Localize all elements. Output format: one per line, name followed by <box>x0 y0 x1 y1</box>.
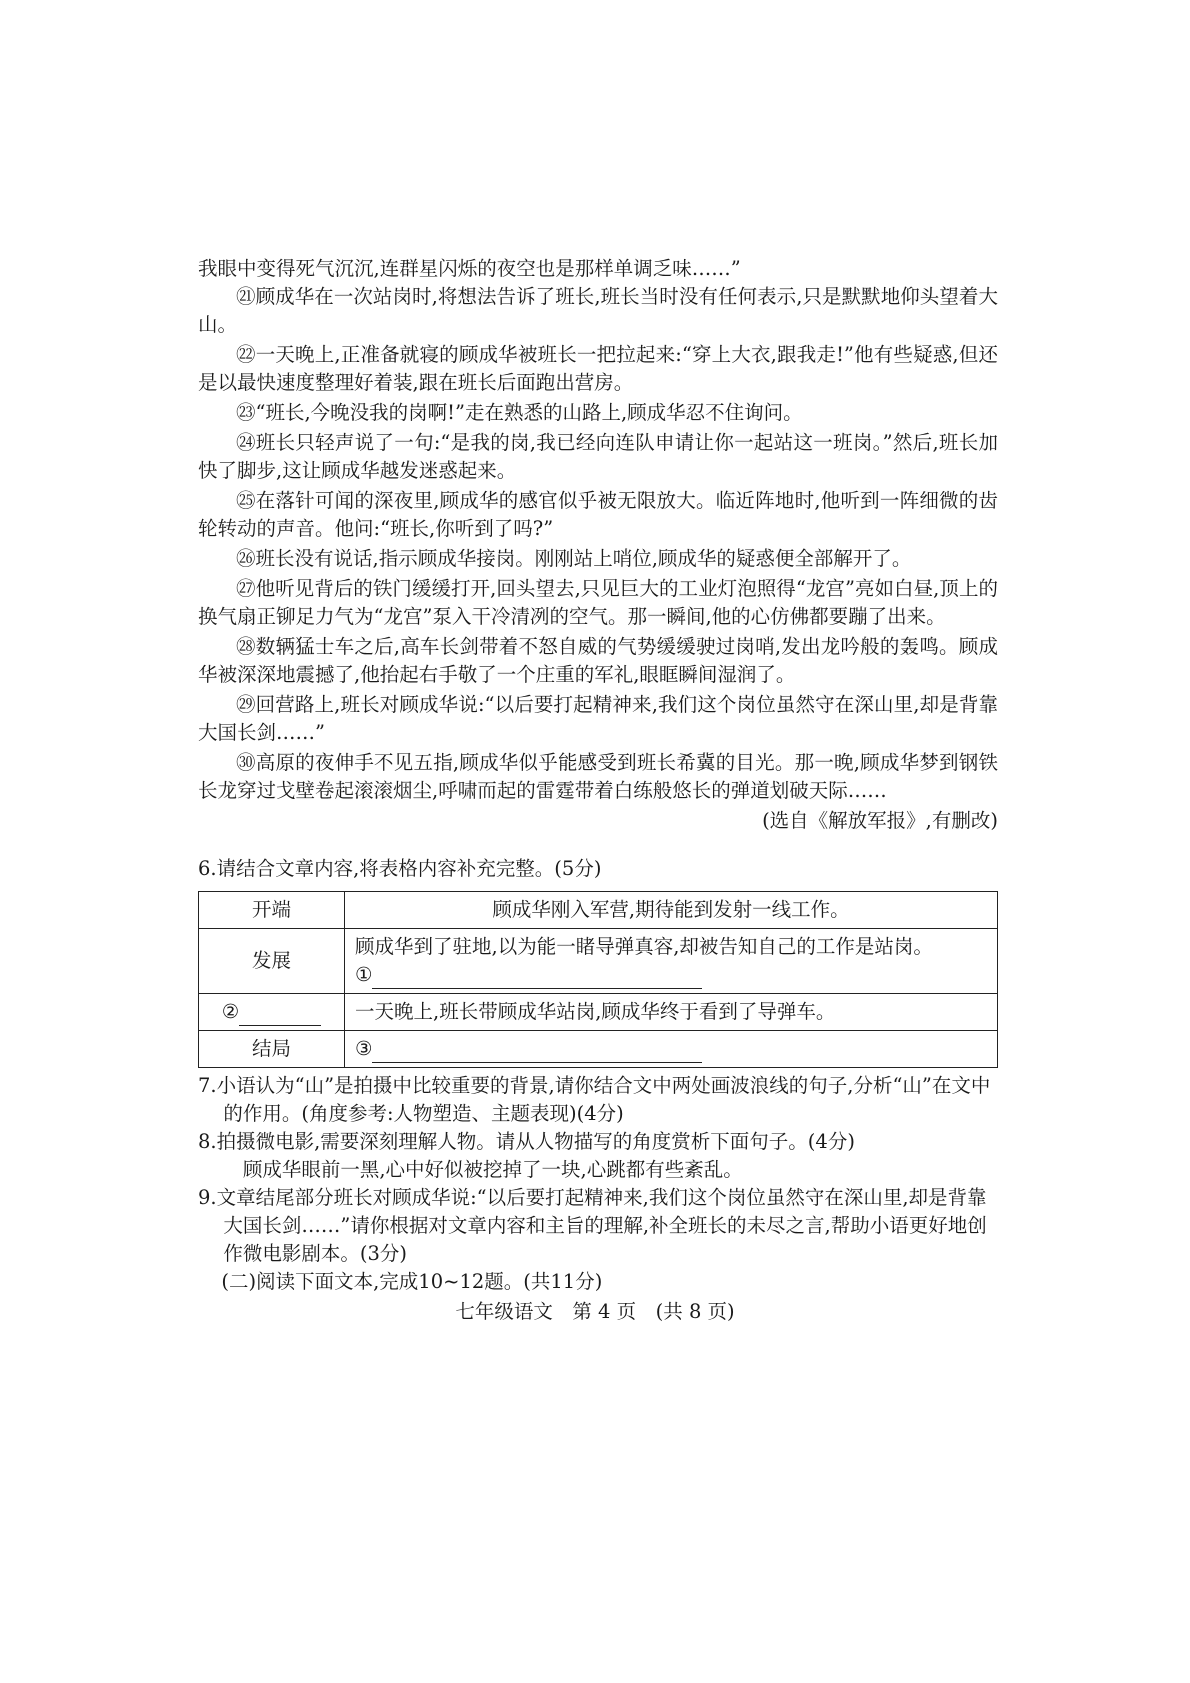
table-row <box>199 928 998 993</box>
passage-paragraph: ㉚高原的夜伸手不见五指,顾成华似乎能感受到班长希冀的目光。那一晚,顾成华梦到钢铁长龙穿过戈壁卷起滚滚烟尘,呼啸而起的雷霆带着白练般悠长的弹道划破天际…… <box>198 751 998 802</box>
plot-summary-table <box>198 891 998 1068</box>
passage-source: (选自《解放军报》,有删改) <box>762 809 998 832</box>
table-cell-content: 一天晚上,班长带顾成华站岗,顾成华终于看到了导弹车。 <box>345 993 998 1030</box>
section-2-heading: (二)阅读下面文本,完成10~12题。(共11分) <box>221 1269 603 1293</box>
passage-paragraph: ㉘数辆猛士车之后,高车长剑带着不怒自威的气势缓缓驶过岗哨,发出龙吟般的轰鸣。顾成华被深深地震撼了,他抬起右手敬了一个庄重的军礼,眼眶瞬间湿润了。 <box>198 635 998 686</box>
passage-paragraph: ㉖班长没有说话,指示顾成华接岗。刚刚站上哨位,顾成华的疑惑便全部解开了。 <box>236 547 912 570</box>
passage-paragraph: ㉗他听见背后的铁门缓缓打开,回头望去,只见巨大的工业灯泡照得“龙宫”亮如白昼,顶上的换气扇正铆足力气为“龙宫”泵入干冷清冽的空气。那一瞬间,他的心仿佛都要蹦了出来。 <box>198 577 998 628</box>
passage-paragraphs <box>198 283 998 805</box>
table-cell-content: 顾成华刚入军营,期待能到发射一线工作。 <box>345 891 998 928</box>
passage-paragraph: ㉓“班长,今晚没我的岗啊!”走在熟悉的山路上,顾成华忍不住询问。 <box>236 401 803 424</box>
question-6: 6.请结合文章内容,将表格内容补充完整。(5分) <box>198 856 602 880</box>
passage-paragraph: ㉒一天晚上,正准备就寝的顾成华被班长一把拉起来:“穿上大衣,跟我走!”他有些疑惑,但还是以最快速度整理好着装,跟在班长后面跑出营房。 <box>198 343 998 394</box>
table-cell-content <box>345 928 998 993</box>
passage-paragraph: ㉔班长只轻声说了一句:“是我的岗,我已经向连队申请让你一起站这一班岗。”然后,班长加快了脚步,这让顾成华越发迷惑起来。 <box>198 431 998 482</box>
blank-line <box>239 1005 321 1026</box>
answer-blank-1[interactable] <box>355 961 987 989</box>
passage-paragraph: ㉑顾成华在一次站岗时,将想法告诉了班长,班长当时没有任何表示,只是默默地仰头望着大山。 <box>198 285 998 336</box>
question-8-sentence: 顾成华眼前一黑,心中好似被挖掉了一块,心跳都有些紊乱。 <box>242 1157 743 1181</box>
blank-line <box>372 1042 702 1063</box>
blank-mark: ③ <box>355 1036 373 1060</box>
table-cell-text: 顾成华到了驻地,以为能一睹导弹真容,却被告知自己的工作是站岗。 <box>355 934 933 958</box>
question-9: 9.文章结尾部分班长对顾成华说:“以后要打起精神来,我们这个岗位虽然守在深山里,却是背靠大国长剑……”请你根据对文章内容和主旨的理解,补全班长的未尽之言,帮助小语更好地创作微电影剧本。(3分) <box>198 1185 987 1265</box>
passage-paragraph: ㉕在落针可闻的深夜里,顾成华的感官似乎被无限放大。临近阵地时,他听到一阵细微的齿轮转动的声音。他问:“班长,你听到了吗?” <box>198 489 998 540</box>
blank-mark: ② <box>221 999 240 1023</box>
passage-paragraph: ㉙回营路上,班长对顾成华说:“以后要打起精神来,我们这个岗位虽然守在深山里,却是背靠大国长剑……” <box>198 693 998 744</box>
table-cell-stage: 开端 <box>199 891 345 928</box>
table-row <box>199 891 998 928</box>
blank-line <box>372 968 702 989</box>
blank-mark: ① <box>355 962 373 986</box>
answer-blank-3[interactable] <box>345 1030 998 1067</box>
table-row <box>199 1030 998 1067</box>
table-cell-stage: 发展 <box>199 928 345 993</box>
page-footer: 七年级语文 第 4 页 (共 8 页) <box>455 1300 735 1323</box>
page-content <box>198 255 998 1296</box>
question-8: 8.拍摄微电影,需要深刻理解人物。请从人物描写的角度赏析下面句子。(4分) <box>198 1129 855 1153</box>
answer-blank-2[interactable] <box>199 993 345 1030</box>
table-row <box>199 993 998 1030</box>
table-cell-stage: 结局 <box>199 1030 345 1067</box>
question-7: 7.小语认为“山”是拍摄中比较重要的背景,请你结合文中两处画波浪线的句子,分析“山”在文中的作用。(角度参考:人物塑造、主题表现)(4分) <box>198 1073 991 1125</box>
passage-lead-line: 我眼中变得死气沉沉,连群星闪烁的夜空也是那样单调乏味……” <box>198 257 741 280</box>
